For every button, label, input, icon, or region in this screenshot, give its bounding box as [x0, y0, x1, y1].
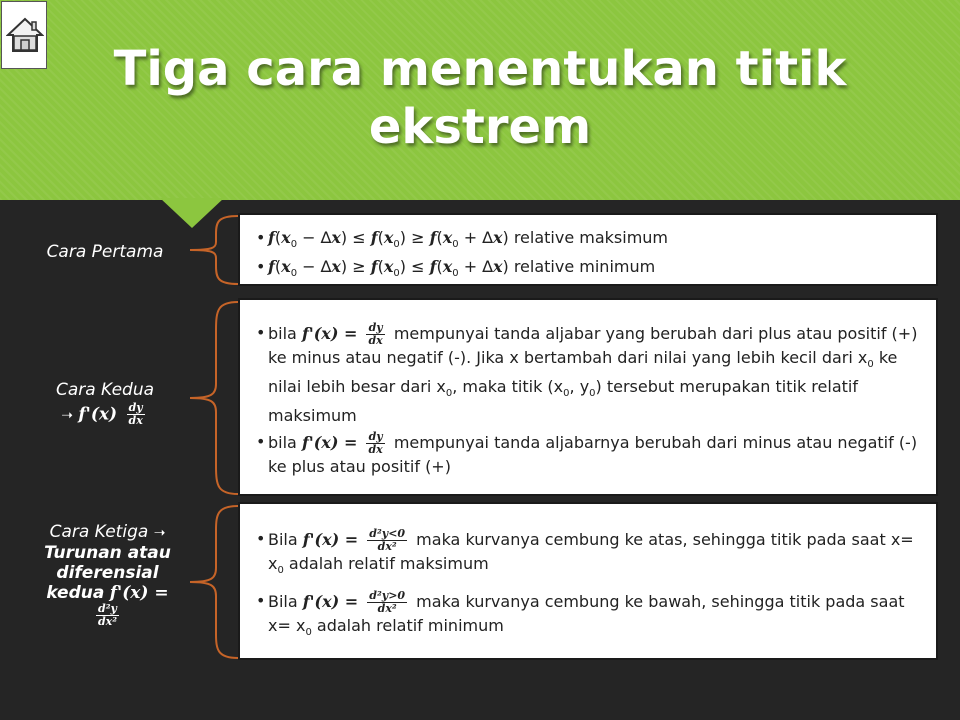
title-line-1: Tiga cara menentukan titik [113, 41, 847, 97]
list-item: • Bila f'(x) = $\frac{\text{d²y<0}}{\text{dx²}}$ maka kurvanya cembung ke atas, sehingga titik pada saat $x= x_0$ adalah relatif maksimum [268, 528, 928, 582]
list-item: • bila f'(x) = $\frac{dy}{dx}$ mempunyai tanda aljabar yang berubah dari plus atau positif (+) ke minus atau negatif (-). Jika x bertambah dari nilai yang lebih kecil dari $x_0$ ke nilai lebih besar dari $x_0$, maka titik ($x_0$, $y_0$) tersebut merupakan titik relatif maksimum [268, 322, 928, 427]
label-cara-ketiga: Cara Ketiga ➝ Turunan atau diferensial kedua f'(x) = $\frac{\text{d²y}}{\text{dx²}}$ [44, 522, 171, 628]
list-item: • $f(x_0 - \Delta x) \ge f(x_0) \le f(x_0 + \Delta x)$ relative minimum [268, 256, 926, 285]
label-cara-kedua: Cara Kedua ➝ f'(x) $\frac{dy}{dx}$ [55, 380, 155, 427]
brace-second [186, 300, 240, 496]
brace-first [186, 214, 240, 286]
list-item: • $f(x_0 - \Delta x) \le f(x_0) \ge f(x_0 + \Delta x)$ relative maksimum [268, 227, 926, 256]
content-box-third [238, 502, 938, 660]
title-line-2: ekstrem [368, 99, 592, 155]
content-box-first [238, 213, 938, 286]
label-cara-pertama: Cara Pertama [46, 242, 164, 262]
list-item: • bila f'(x) = $\frac{dy}{dx}$ mempunyai tanda aljabarnya berubah dari minus atau negatif (-) ke plus atau positif (+) [268, 431, 928, 478]
home-icon [6, 16, 44, 54]
page-title [60, 40, 900, 156]
list-item: • Bila f'(x) = $\frac{\text{d²y>0}}{\text{dx²}}$ maka kurvanya cembung ke bawah, sehingga titik pada saat $x= x_0$ adalah relatif minimum [268, 590, 928, 644]
brace-third [186, 504, 240, 660]
home-button[interactable] [1, 1, 47, 69]
content-box-second [238, 298, 938, 496]
